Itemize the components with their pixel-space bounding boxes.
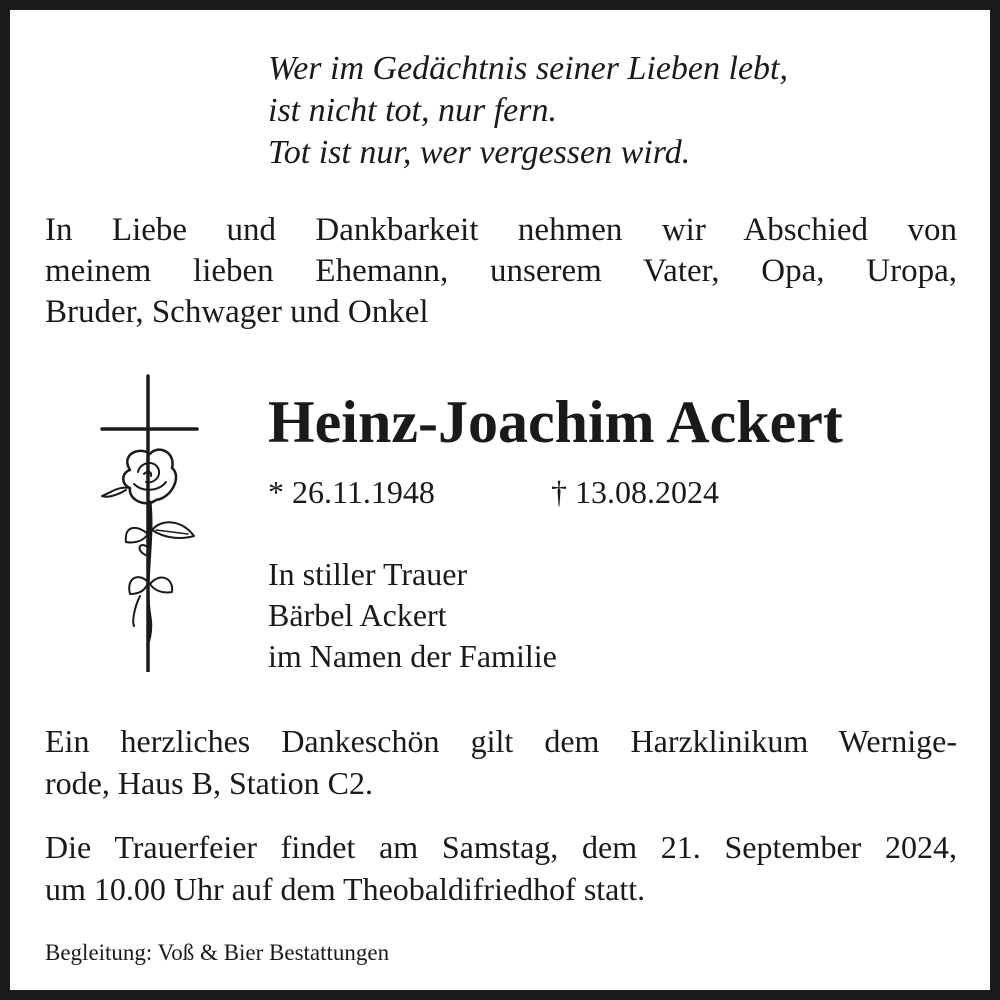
thanks-line: rode, Haus B, Station C2. bbox=[45, 765, 373, 801]
farewell-intro bbox=[45, 210, 957, 333]
thanks-line: Ein herzliches Dankeschön gilt dem Harzklinikum Wernige- bbox=[45, 723, 957, 759]
memorial-poem bbox=[268, 48, 968, 174]
funeral-service-paragraph bbox=[45, 826, 957, 910]
death-date: † 13.08.2024 bbox=[551, 474, 719, 510]
mourners-line: im Namen der Familie bbox=[268, 638, 557, 674]
intro-line: Bruder, Schwager und Onkel bbox=[45, 294, 429, 330]
mourners-line: In stiller Trauer bbox=[268, 556, 468, 592]
mourners-block bbox=[268, 554, 968, 677]
intro-line: In Liebe und Dankbarkeit nehmen wir Abschied von bbox=[45, 212, 957, 248]
mourners-line: Bärbel Ackert bbox=[268, 597, 447, 633]
service-line: um 10.00 Uhr auf dem Theobaldifriedhof statt. bbox=[45, 871, 646, 907]
poem-line: Tot ist nur, wer vergessen wird. bbox=[268, 134, 691, 171]
thanks-paragraph bbox=[45, 720, 957, 804]
deceased-name: Heinz-Joachim Ackert bbox=[268, 389, 843, 455]
poem-line: ist nicht tot, nur fern. bbox=[268, 92, 557, 129]
undertaker-credit: Begleitung: Voß & Bier Bestattungen bbox=[45, 940, 390, 965]
birth-date: * 26.11.1948 bbox=[268, 474, 435, 510]
cross-with-rose-icon bbox=[90, 372, 200, 672]
intro-line: meinem lieben Ehemann, unserem Vater, Opa, Uropa, bbox=[45, 253, 957, 289]
service-line: Die Trauerfeier findet am Samstag, dem 21. September 2024, bbox=[45, 829, 957, 865]
poem-line: Wer im Gedächtnis seiner Lieben lebt, bbox=[268, 50, 788, 87]
life-dates bbox=[268, 472, 968, 512]
